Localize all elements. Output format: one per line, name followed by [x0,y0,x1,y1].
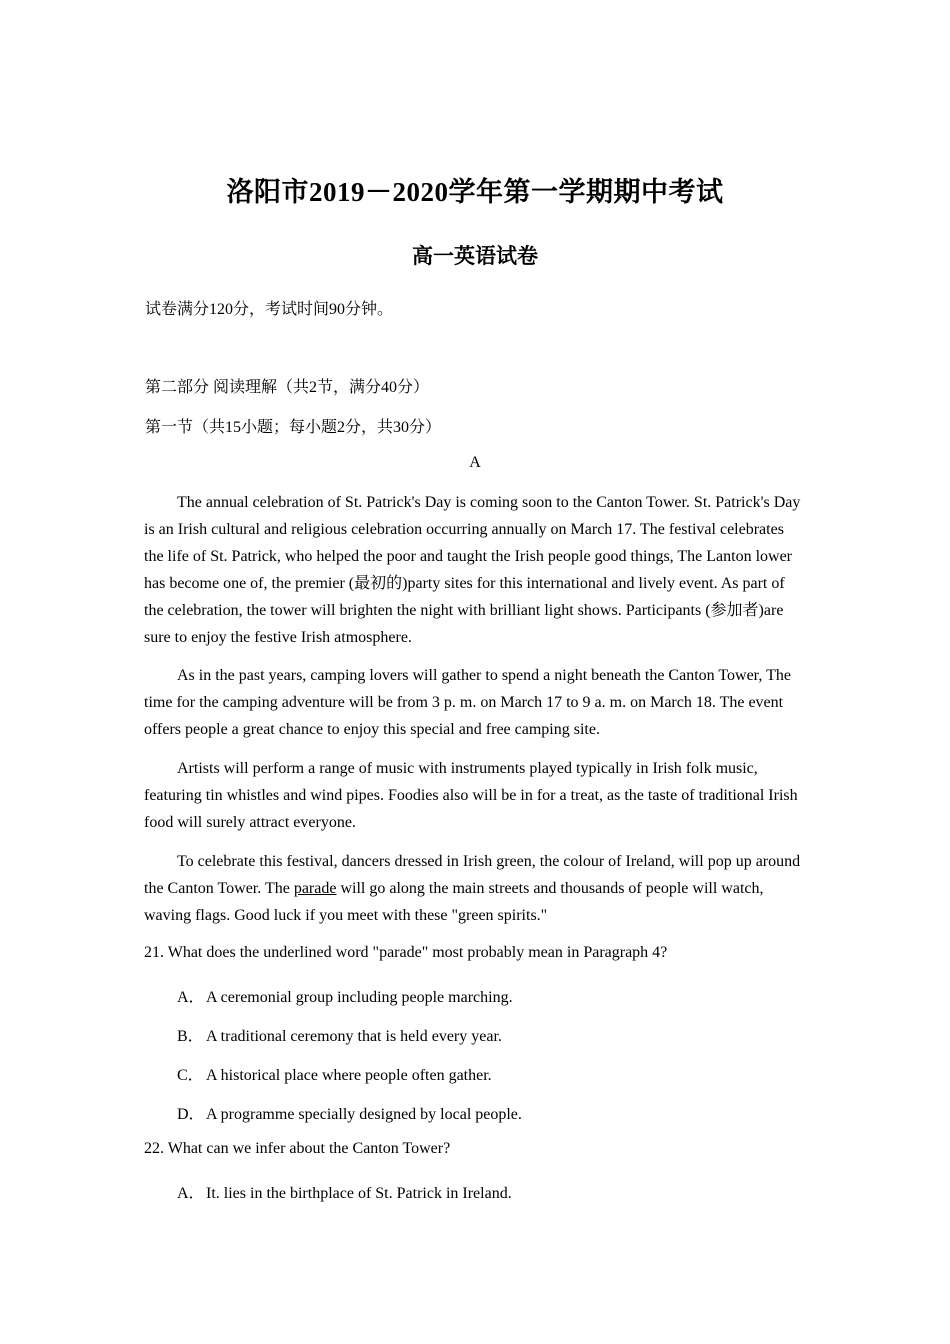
question-22-option-a [177,1180,512,1203]
passage-paragraph-4 [144,848,806,929]
exam-subtitle: 高一英语试卷 [412,244,538,268]
passage-paragraph-3: Artists will perform a range of music with instruments played typically in Irish folk music, featuring tin whistles and wind pipes. Foodies also will be in for a treat, as the taste of traditional Irish food will surely attract everyone. [144,760,798,831]
option-letter: B． [177,1028,204,1045]
passage-label: A [469,454,481,471]
section-heading: 第一节（共15小题；每小题2分，共30分） [145,419,442,436]
option-text: A ceremonial group including people marching. [206,989,513,1006]
question-21-stem: 21. What does the underlined word "parade" most probably mean in Paragraph 4? [144,944,668,961]
paragraph-4-text-after: will go along the main streets and thousands of people will watch, waving flags. Good luck if you meet with these "green spirits." [144,880,764,924]
question-21-option-a [177,984,513,1007]
option-letter: C． [177,1067,204,1084]
option-text: A programme specially designed by local people. [206,1106,522,1123]
exam-title: 洛阳市2019－2020学年第一学期期中考试 [226,177,724,207]
paragraph-4-text-before: To celebrate this festival, dancers dressed in Irish green, the colour of Ireland, will pop up around the Canton Tower. The [144,853,801,897]
part-heading: 第二部分 阅读理解（共2节，满分40分） [145,379,430,396]
passage-paragraph-1: The annual celebration of St. Patrick's Day is coming soon to the Canton Tower. St. Patrick's Day is an Irish cultural and religious celebration occurring annually on March 17. The festival celebrates the life of St. Patrick, who helped the poor and taught the Irish people good things, The Lanton lower has become one of, the premier (最初的)party sites for this international and lively event. As part of the celebration, the tower will brighten the night with brilliant light shows. Participants (参加者)are sure to enjoy the festive Irish atmosphere. [144,494,801,646]
option-text: A traditional ceremony that is held every year. [206,1028,502,1045]
option-text: It. lies in the birthplace of St. Patrick in Ireland. [206,1185,512,1202]
exam-note: 试卷满分120分，考试时间90分钟。 [145,301,394,318]
question-22-stem: 22. What can we infer about the Canton Tower? [144,1140,451,1157]
option-letter: A． [177,1185,205,1202]
question-21-option-c [177,1062,492,1085]
option-letter: D． [177,1106,205,1123]
question-21-option-d [177,1101,522,1124]
passage-paragraph-2: As in the past years, camping lovers will gather to spend a night beneath the Canton Tower, The time for the camping adventure will be from 3 p. m. on March 17 to 9 a. m. on March 18. The event offers people a great chance to enjoy this special and free camping site. [144,667,791,738]
option-letter: A． [177,989,205,1006]
option-text: A historical place where people often gather. [206,1067,492,1084]
question-21-option-b [177,1023,502,1046]
underlined-word-parade: parade [293,880,337,897]
